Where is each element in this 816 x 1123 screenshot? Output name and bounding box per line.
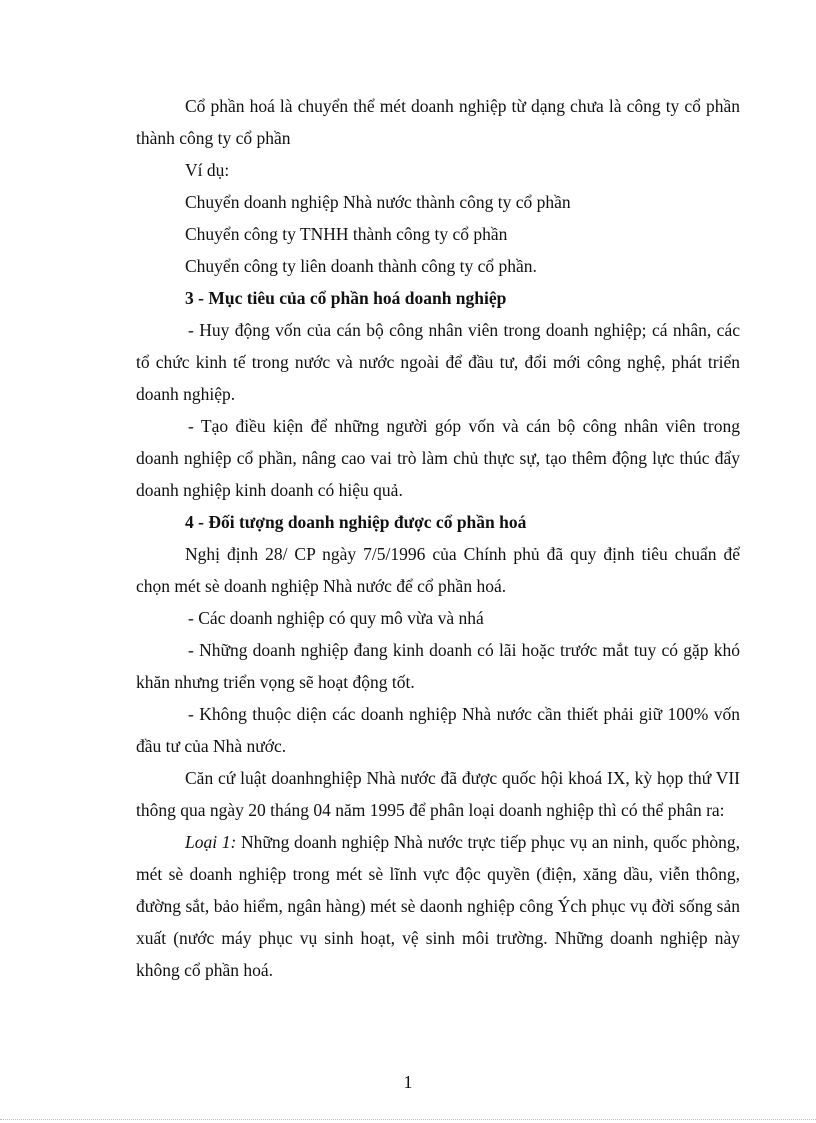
type-1-label: Loại 1:: [185, 832, 237, 852]
type-1-paragraph: [136, 826, 740, 986]
example-item: Chuyển công ty liên doanh thành công ty cổ phần.: [185, 256, 537, 276]
law-paragraph: Căn cứ luật doanhnghiệp Nhà nước đã được quốc hội khoá IX, kỳ họp thứ VII thông qua ngày 20 tháng 04 năm 1995 để phân loại doanh nghiệp thì có thể phân ra:: [136, 768, 740, 820]
page-number: 1: [403, 1072, 413, 1092]
section-4-intro: Nghị định 28/ CP ngày 7/5/1996 của Chính phủ đã quy định tiêu chuẩn để chọn mét sè doanh nghiệp Nhà nước để cổ phần hoá.: [136, 544, 740, 596]
section-4-heading: 4 - Đối tượng doanh nghiệp được cổ phần hoá: [185, 512, 527, 532]
document-body: [136, 90, 740, 986]
page-break-divider: [0, 1119, 816, 1120]
section-4-point: - Các doanh nghiệp có quy mô vừa và nhá: [188, 608, 484, 628]
section-4-point: - Những doanh nghiệp đang kinh doanh có lãi hoặc trước mắt tuy có gặp khó khăn nhưng triển vọng sẽ hoạt động tốt.: [136, 640, 740, 692]
example-label: Ví dụ:: [185, 160, 230, 180]
section-3-point: - Huy động vốn của cán bộ công nhân viên trong doanh nghiệp; cá nhân, các tổ chức kinh tế trong nước và nước ngoài để đầu tư, đổi mới công nghệ, phát triển doanh nghiệp.: [136, 320, 740, 404]
section-3-point: - Tạo điều kiện để những người góp vốn và cán bộ công nhân viên trong doanh nghiệp cổ phần, nâng cao vai trò làm chủ thực sự, tạo thêm động lực thúc đẩy doanh nghiệp kinh doanh có hiệu quả.: [136, 416, 740, 500]
example-item: Chuyển doanh nghiệp Nhà nước thành công ty cổ phần: [185, 192, 571, 212]
section-3-heading: 3 - Mục tiêu của cổ phần hoá doanh nghiệp: [185, 288, 507, 308]
type-1-text: Những doanh nghiệp Nhà nước trực tiếp phục vụ an ninh, quốc phòng, mét sè doanh nghiệp trong mét sè lĩnh vực độc quyền (điện, xăng dầu, viễn thông, đường sắt, bảo hiểm, ngân hàng) mét sè daonh nghiệp công Ých phục vụ đời sống sản xuất (nước máy phục vụ sinh hoạt, vệ sinh môi trường. Những doanh nghiệp này không cổ phần hoá.: [136, 832, 740, 980]
example-item: Chuyển công ty TNHH thành công ty cổ phần: [185, 224, 508, 244]
intro-paragraph: Cổ phần hoá là chuyển thể mét doanh nghiệp từ dạng chưa là công ty cổ phần thành công ty cổ phần: [136, 96, 740, 148]
section-4-point: - Không thuộc diện các doanh nghiệp Nhà nước cần thiết phải giữ 100% vốn đầu tư của Nhà nước.: [136, 704, 740, 756]
